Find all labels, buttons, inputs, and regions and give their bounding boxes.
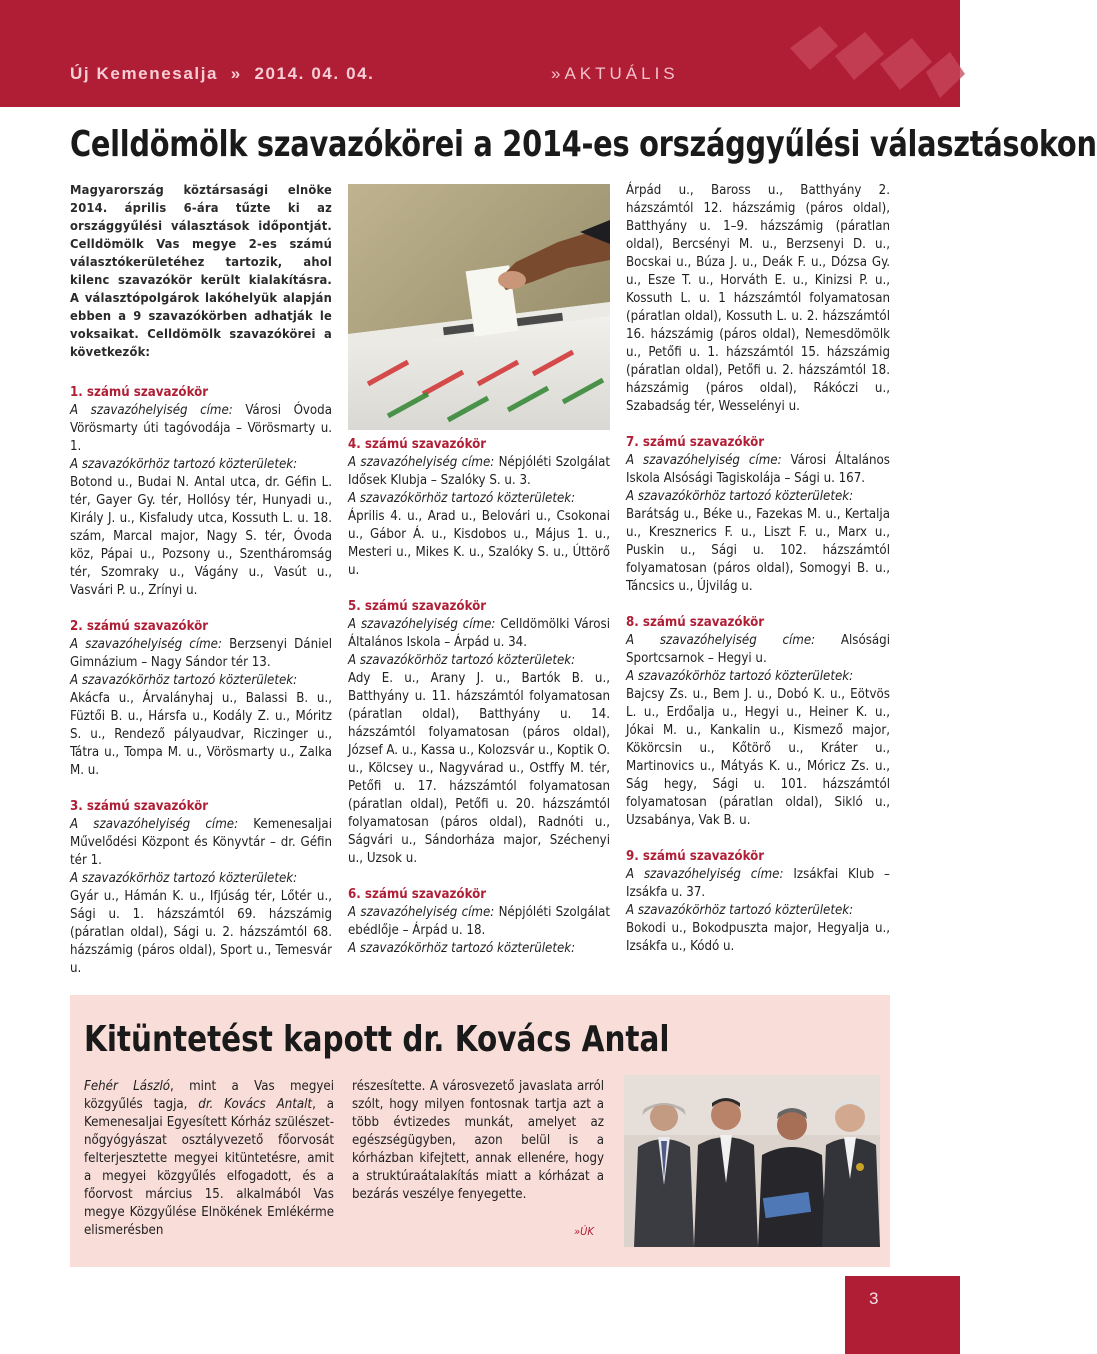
page-number: 3 xyxy=(869,1289,879,1308)
section-title: 5. számú szavazókör xyxy=(348,599,487,614)
address-label: A szavazóhelyiség címe: xyxy=(348,905,495,920)
address-text: Városi Óvoda Vörösmarty úti tagóvodája – Vörösmarty u. 1. xyxy=(70,403,332,454)
award-text: , a Kemenesaljai Egyesített Kórház szülészet-nőgyógyászat osztályvezető főorvosát felterjesztette megyei kitüntetésre, amit a megyei közgyűlés elfogadott, és a főorvost március 15. alkalmából Vas megye Közgyűlése Elnökének Emlékérme elismerésben xyxy=(84,1097,334,1238)
address-text: Izsákfai Klub – Izsákfa u. 37. xyxy=(626,867,890,900)
streets-label: A szavazókörhöz tartozó közterületek: xyxy=(70,457,298,472)
streets-text: Április 4. u., Arad u., Belovári u., Csokonai u., Gábor Á. u., Kisdobos u., Május 1. u., Mesteri u., Mikes K. u., Szalóky S. u., Úttörő u. xyxy=(348,509,610,578)
address-label: A szavazóhelyiség címe: xyxy=(70,817,239,832)
award-text: , mint a Vas megyei közgyűlés tagja, xyxy=(84,1079,334,1112)
streets-text: Gyár u., Hámán K. u., Ifjúság tér, Lőtér u., Sági u. 1. házszámtól 69. házszámig (páratlan oldal), Sági u. 2. házszámtól 68. házszámig (páros oldal), Sport u., Temesvár u. xyxy=(70,889,332,976)
polling-station-2 xyxy=(70,618,332,780)
page-number-tab xyxy=(845,1276,960,1354)
address-text: Kemenesaljai Művelődési Központ és Könyvtár – dr. Géfin tér 1. xyxy=(70,817,332,868)
section-title: 9. számú szavazókör xyxy=(626,849,765,864)
streets-text: Botond u., Budai N. Antal utca, dr. Géfin L. tér, Gayer Gy. tér, Hollósy tér, Hunyadi u., Király J. u., Kisfaludy utca, Kossuth L. u. 18. szám, Marcal major, Nagy S. tér, Óvoda köz, Pápai u., Pozsony u., Szentháromság tér, Szomraky u., Vágány u., Vasút u., Vasvári P. u., Zrínyi u. xyxy=(70,475,332,598)
address-label: A szavazóhelyiség címe: xyxy=(70,637,222,652)
logo-mark-icon xyxy=(780,18,960,108)
header-section: »AKTUÁLIS xyxy=(551,64,679,83)
streets-label: A szavazókörhöz tartozó közterületek: xyxy=(626,489,854,504)
polling-station-7 xyxy=(626,434,890,596)
article-column-2 xyxy=(348,436,610,958)
article-intro: Magyarország köztársasági elnöke 2014. április 6-ára tűzte ki az országgyűlési választások időpontját. Celldömölk Vas megye 2-es számú választókerületéhez tartozik, ahol kilenc szavazókör került kialakításra. A választópolgárok lakóhelyük alapján ebben a 9 szavazókörben adhatják le voksaikat. Celldömölk szavazókörei a következők: xyxy=(70,183,332,360)
address-text: Városi Általános Iskola Alsósági Tagiskolája – Sági u. 167. xyxy=(626,453,890,486)
article-column-3 xyxy=(626,182,890,956)
award-ceremony-illustration xyxy=(624,1075,880,1247)
article-column-1 xyxy=(70,182,332,978)
address-label: A szavazóhelyiség címe: xyxy=(348,455,495,470)
streets-text: Bokodi u., Bokodpuszta major, Hegyalja u., Izsákfa u., Kódó u. xyxy=(626,921,890,954)
address-label: A szavazóhelyiség címe: xyxy=(626,867,784,882)
ballot-box-photo xyxy=(348,184,610,430)
page-header xyxy=(0,0,960,107)
address-text: Népjóléti Szolgálat ebédlője – Árpád u. 18. xyxy=(348,905,610,938)
streets-label: A szavazókörhöz tartozó közterületek: xyxy=(348,941,576,956)
streets-text: Barátság u., Béke u., Fazekas M. u., Kertalja u., Kresznerics F. u., Liszt F. u., Marx u., Puskin u., Sági u. 102. házszámtól folyamatosan (páros oldal), Somogyi B. u., Táncsics u., Újvilág u. xyxy=(626,507,890,594)
streets-label: A szavazókörhöz tartozó közterületek: xyxy=(70,871,298,886)
section-title: 1. számú szavazókör xyxy=(70,385,209,400)
person-name: dr. Kovács Antalt xyxy=(198,1097,313,1112)
polling-station-9 xyxy=(626,848,890,956)
section-title: 3. számú szavazókör xyxy=(70,799,209,814)
address-text: Alsósági Sportcsarnok – Hegyi u. xyxy=(626,633,890,666)
polling-station-4 xyxy=(348,436,610,580)
section-title: 4. számú szavazókör xyxy=(348,437,487,452)
polling-station-6 xyxy=(348,886,610,958)
address-label: A szavazóhelyiség címe: xyxy=(626,633,816,648)
award-column-1 xyxy=(84,1078,334,1240)
polling-station-5 xyxy=(348,598,610,868)
award-title: Kitüntetést kapott dr. Kovács Antal xyxy=(84,1019,670,1060)
address-label: A szavazóhelyiség címe: xyxy=(70,403,233,418)
streets-text: Ady E. u., Arany J. u., Bartók B. u., Batthyány u. 11. házszámtól folyamatosan (páratlan oldal), Batthyány u. 14. házszámtól folyamatosan (páros oldal), József A. u., Kassa u., Kolozsvár u., Koptik O. u., Kölcsey u., Nagyvárad u., Ostffy M. tér, Petőfi u. 17. házszámtól folyamatosan (páratlan oldal), Petőfi u. 20. házszámtól folyamatosan (páros oldal), Radnóti u., Ságvári u., Sándorháza major, Széchenyi u., Uzsok u. xyxy=(348,671,610,866)
streets-text: Akácfa u., Árvalányhaj u., Balassi B. u., Füztői B. u., Hársfa u., Kodály Z. u., Móritz S. u., Rendező pályaudvar, Riczinger u., Tátra u., Tompa M. u., Vörösmarty u., Zalka M. u. xyxy=(70,691,332,778)
address-text: Berzsenyi Dániel Gimnázium – Nagy Sándor tér 13. xyxy=(70,637,332,670)
address-label: A szavazóhelyiség címe: xyxy=(626,453,782,468)
section-title: 2. számú szavazókör xyxy=(70,619,209,634)
polling-station-3 xyxy=(70,798,332,978)
streets-label: A szavazókörhöz tartozó közterületek: xyxy=(348,653,576,668)
streets-label: A szavazókörhöz tartozó közterületek: xyxy=(348,491,576,506)
section-title: 7. számú szavazókör xyxy=(626,435,765,450)
polling-station-1 xyxy=(70,384,332,600)
article-title: Celldömölk szavazókörei a 2014-es országgyűlési választásokon xyxy=(70,124,1097,165)
ballot-box-illustration xyxy=(348,184,610,430)
streets-text-continued: Árpád u., Baross u., Batthyány 2. házszámtól 12. házszámig (páros oldal), Batthyány u. 1–9. házszámig (páratlan oldal), Bercsényi M. u., Berzsenyi D. u., Bocskai u., Búza J. u., Deák F. u., Dózsa Gy. u., Esze T. u., Horváth E. u., Kinizsi P. u., Kossuth L. u. 1 házszámtól folyamatosan (páratlan oldal), Kossuth L. u. 2. házszámtól 16. házszámig (páros oldal), Nemesdömölk u., Petőfi u. 1. házszámtól 15. házszámig (páratlan oldal), Petőfi u. 2. házszámtól 18. házszámig (páros oldal), Rákóczi u., Szabadság tér, Wesselényi u. xyxy=(626,183,890,414)
person-name: Fehér László xyxy=(84,1079,171,1094)
section-title: 6. számú szavazókör xyxy=(348,887,487,902)
award-column-2: részesítette. A városvezető javaslata arról szólt, hogy milyen fontosnak tartja azt a több évtizedes munkát, amelyet az egészségügyben, azon belül is a kórházban kifejtett, annak ellenére, hogy a struktúraátalakítás miatt a kórházat a bezárás veszélye fenyegette. xyxy=(352,1079,604,1202)
award-ceremony-photo xyxy=(624,1075,880,1247)
section-title: 8. számú szavazókör xyxy=(626,615,765,630)
header-publication: Új Kemenesalja » 2014. 04. 04. xyxy=(70,64,375,83)
address-label: A szavazóhelyiség címe: xyxy=(348,617,496,632)
address-text: Celldömölki Városi Általános Iskola – Árpád u. 34. xyxy=(348,617,610,650)
streets-text: Bajcsy Zs. u., Bem J. u., Dobó K. u., Eötvös L. u., Erdőalja u., Hegyi u., Heiner K. u., Jókai M. u., Kankalin u., Kismező major, Kökörcsin u., Kőtörő u., Kráter u., Martinovics u., Mátyás K. u., Móricz Zs. u., Ság hegy, Sági u. 101. házszámtól folyamatosan (páratlan oldal), Sikló u., Uzsabánya, Vak B. u. xyxy=(626,687,890,828)
streets-label: A szavazókörhöz tartozó közterületek: xyxy=(70,673,298,688)
polling-station-8 xyxy=(626,614,890,830)
address-text: Népjóléti Szolgálat Idősek Klubja – Szalóky S. u. 3. xyxy=(348,455,610,488)
streets-label: A szavazókörhöz tartozó közterületek: xyxy=(626,903,854,918)
streets-label: A szavazókörhöz tartozó közterületek: xyxy=(626,669,854,684)
author-signature: »ÚK xyxy=(574,1225,594,1238)
